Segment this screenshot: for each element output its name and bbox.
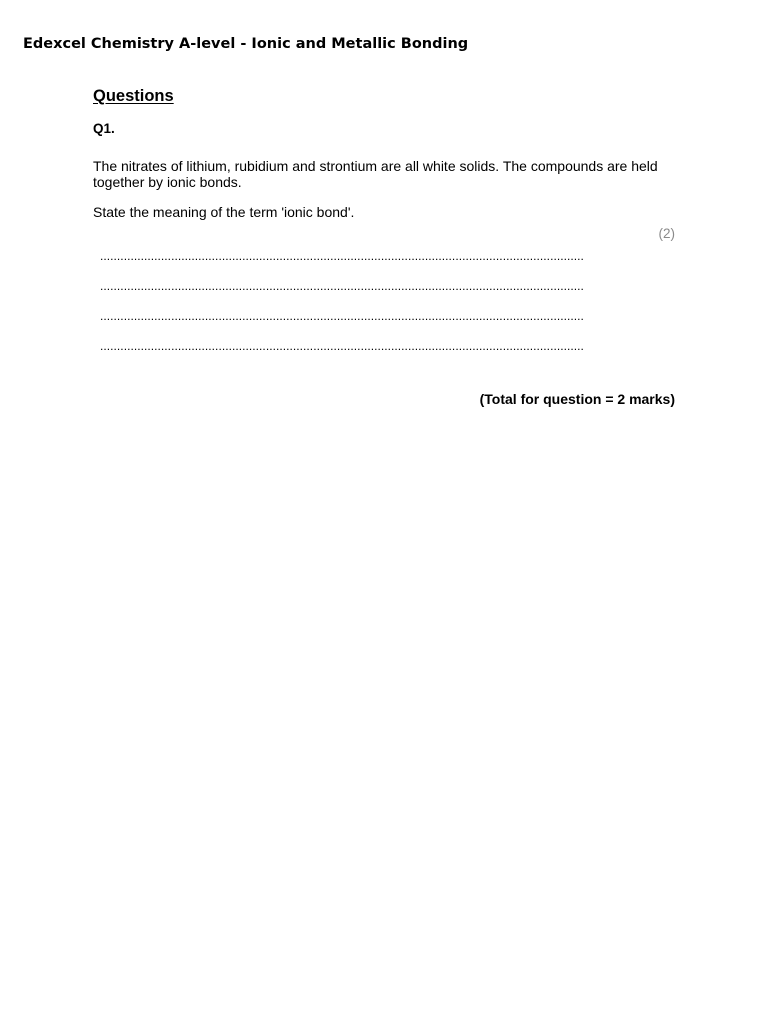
answer-line: ............................................................................................................................................... bbox=[100, 339, 584, 353]
answer-line: ............................................................................................................................................... bbox=[100, 249, 584, 263]
question-label: Q1. bbox=[93, 121, 115, 136]
marks-available: (2) bbox=[658, 226, 675, 241]
section-title: Questions bbox=[93, 87, 174, 105]
document-header-title: Edexcel Chemistry A-level - Ionic and Metallic Bonding bbox=[23, 36, 469, 52]
question-stem: The nitrates of lithium, rubidium and strontium are all white solids. The compounds are held together by ionic bonds. bbox=[93, 158, 658, 190]
answer-line: ............................................................................................................................................... bbox=[100, 309, 584, 323]
question-prompt: State the meaning of the term 'ionic bond'. bbox=[93, 204, 355, 220]
question-total-marks: (Total for question = 2 marks) bbox=[479, 391, 675, 407]
answer-line: ............................................................................................................................................... bbox=[100, 279, 584, 293]
